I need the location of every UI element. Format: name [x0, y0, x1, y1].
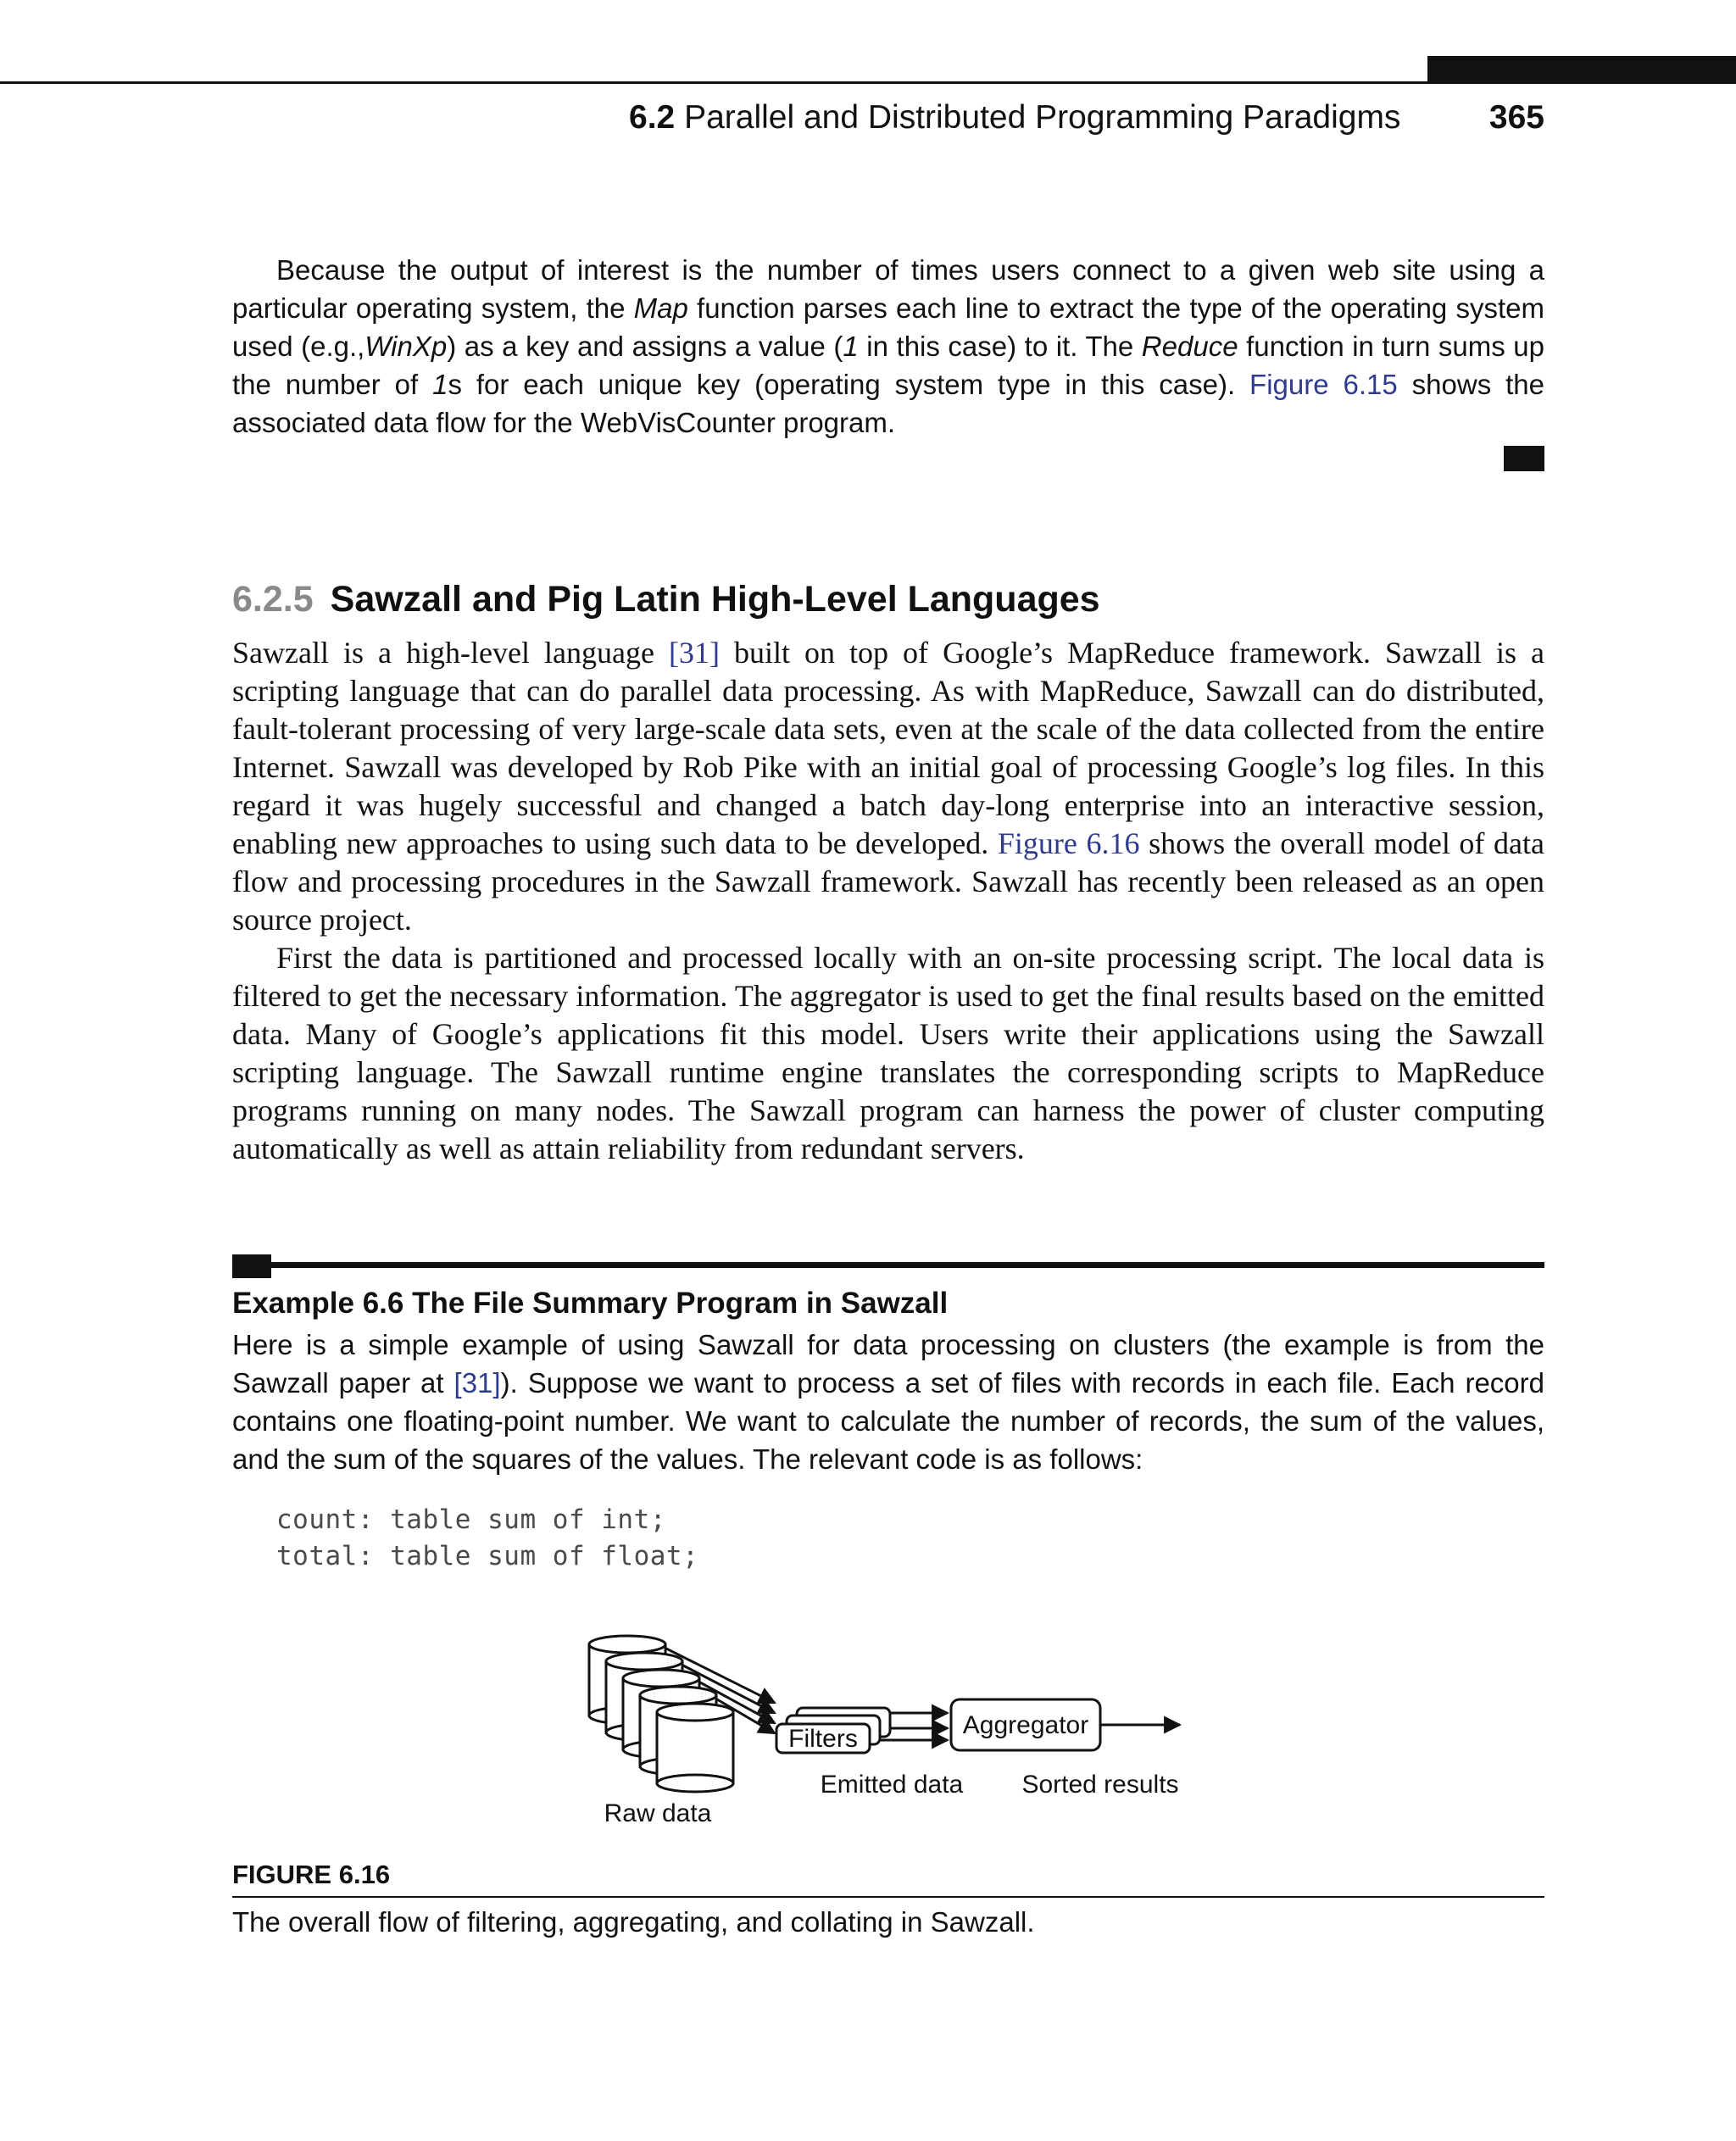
figure-caption-title: FIGURE 6.16	[232, 1860, 391, 1889]
example-rule	[232, 1262, 1544, 1268]
example-text-1: Here is a simple example of using Sawzall for data processing on clusters (the example is from the Sawzall paper at	[232, 1329, 1544, 1399]
example-label: Example 6.6	[232, 1287, 404, 1320]
figure-caption-text: The overall flow of filtering, aggregating, and collating in Sawzall.	[232, 1906, 1035, 1938]
emitted-data-label: Emitted data	[820, 1771, 964, 1799]
filters-label: Filters	[788, 1725, 858, 1753]
raw-data-cylinders	[589, 1636, 733, 1792]
example-paragraph	[232, 1326, 1544, 1478]
intro-paragraph	[232, 251, 1544, 442]
intro-one-term: 1	[843, 331, 859, 362]
example-reference-31-link[interactable]: [31]	[453, 1367, 501, 1399]
example-heading	[232, 1283, 1544, 1324]
intro-ones-term: 1	[432, 369, 448, 400]
running-head	[629, 95, 1544, 141]
intro-map-term: Map	[633, 292, 688, 324]
example-tab	[232, 1254, 271, 1278]
intro-text-3: ) as a key and assigns a value (	[447, 331, 843, 362]
example-title: The File Summary Program in Sawzall	[412, 1287, 949, 1320]
intro-winxp-term: WinXp	[364, 331, 448, 362]
section-title: Sawzall and Pig Latin High-Level Languages	[330, 579, 1100, 620]
intro-reduce-term: Reduce	[1141, 331, 1238, 362]
top-tab	[1427, 56, 1736, 83]
running-head-number: 6.2	[629, 99, 676, 136]
figure-6-16-link[interactable]: Figure 6.16	[997, 826, 1140, 860]
intro-text-7: shows the associated data flow for the WebVisCounter program.	[232, 369, 1545, 438]
intro-text-5: function in turn sums up the number of	[232, 331, 1544, 400]
intro-text-6: s for each unique key (operating system type in this case).	[448, 369, 1250, 400]
section-text-3: shows the overall model of data flow and processing procedures in the Sawzall framework. Sawzall has recently been released as an open source project.	[232, 826, 1544, 937]
section-heading	[232, 575, 1544, 624]
section-paragraph-2: First the data is partitioned and processed locally with an on-site processing script. The local data is filtered to get the necessary information. The aggregator is used to get the final results based on the emitted data. Many of Google’s applications fit this model. Users write their applications using the Sawzall scripting language. The Sawzall runtime engine translates the corresponding scripts to MapReduce programs running on many nodes. The Sawzall program can harness the power of cluster computing automatically as well as attain reliability from redundant servers.	[232, 941, 1544, 1165]
reference-31-link[interactable]: [31]	[668, 636, 720, 670]
figure-6-15-link[interactable]: Figure 6.15	[1249, 369, 1398, 400]
aggregator-label: Aggregator	[962, 1711, 1089, 1739]
cylinder-5	[657, 1704, 733, 1792]
sawzall-flow-diagram	[551, 1632, 1212, 1843]
end-marker	[1504, 446, 1544, 471]
figure-caption-rule	[232, 1896, 1544, 1898]
section-paragraph-1	[232, 634, 1544, 939]
page-number: 365	[1488, 99, 1544, 136]
section-text-2: built on top of Google’s MapReduce framework. Sawzall is a scripting language that can do parallel data processing. As with MapReduce, Sawzall can do distributed, fault-tolerant processing of very large-scale data sets, even at the scale of the data collected from the entire Internet. Sawzall was developed by Rob Pike with an initial goal of processing Google’s log files. In this regard it was hugely successful and changed a batch day-long enterprise into an interactive session, enabling new approaches to using such data to be developed.	[232, 636, 1544, 860]
section-text-1: Sawzall is a high-level language	[232, 636, 669, 670]
intro-text-4: in this case) to it. The	[858, 331, 1142, 362]
sorted-results-label: Sorted results	[1021, 1771, 1179, 1799]
intro-text-2: function parses each line to extract the type of the operating system used (e.g.,	[232, 292, 1544, 362]
code-line-count: count: table sum of int;	[276, 1504, 666, 1535]
intro-text-1: Because the output of interest is the number of times users connect to a given web site using a particular operating system, the	[232, 254, 1544, 324]
running-head-title: Parallel and Distributed Programming Paradigms	[684, 99, 1401, 136]
section-number: 6.2.5	[232, 579, 314, 620]
raw-data-label: Raw data	[604, 1799, 712, 1827]
example-text-2: ). Suppose we want to process a set of files with records in each file. Each record contains one floating-point number. We want to calculate the number of records, the sum of the values, and the sum of the squares of the values. The relevant code is as follows:	[232, 1367, 1545, 1475]
code-line-total: total: table sum of float;	[276, 1541, 699, 1571]
